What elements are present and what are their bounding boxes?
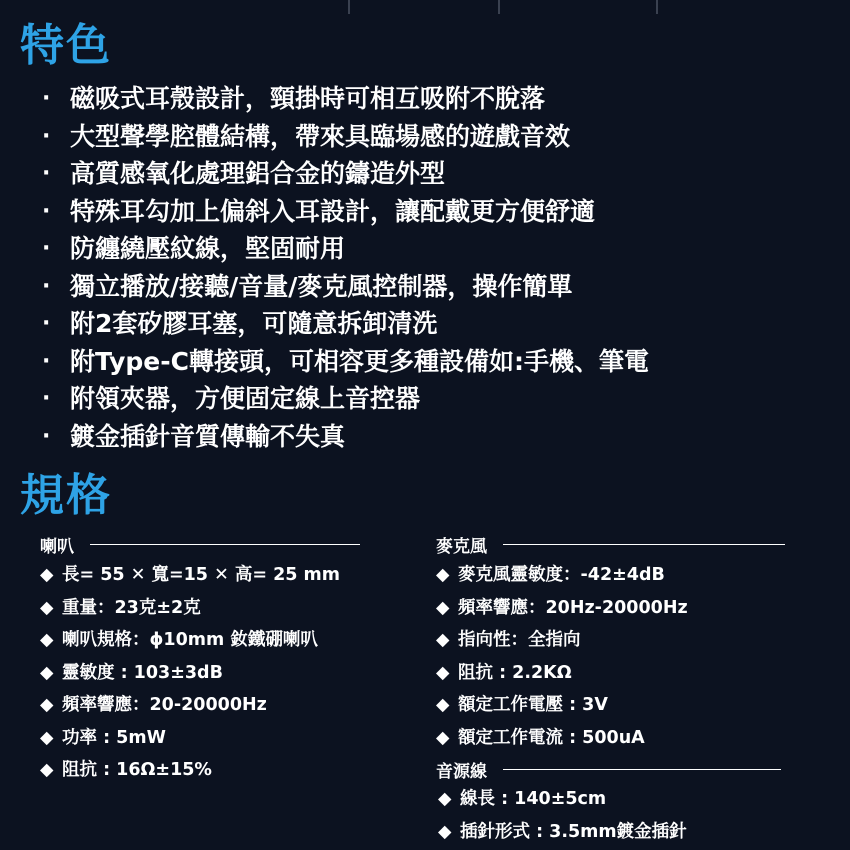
spec-item [40, 689, 340, 722]
features-title: 特色 [20, 20, 112, 71]
divider [503, 769, 781, 770]
spec-text: 阻抗 : 16Ω±15% [62, 760, 212, 780]
diamond-icon: ◆ [40, 662, 54, 683]
diamond-icon: ◆ [40, 760, 54, 780]
diamond-icon: ◆ [438, 821, 452, 842]
feature-item [42, 380, 649, 418]
diamond-icon: ◆ [40, 727, 54, 748]
diamond-icon: ◆ [438, 789, 452, 809]
spec-item [436, 657, 688, 690]
spec-item [436, 559, 688, 592]
spec-text: 線長 : 140±5cm [460, 789, 607, 809]
feature-text: 鍍金插針音質傳輸不失真 [70, 421, 346, 451]
cable-heading [436, 757, 781, 782]
bullet: · [42, 273, 51, 299]
feature-text: 高質感氧化處理鋁合金的鑄造外型 [70, 159, 446, 188]
bullet: · [42, 198, 51, 224]
spec-text: 喇叭規格：ϕ10mm 釹鐵硼喇叭 [62, 630, 318, 650]
bullet: · [42, 236, 51, 261]
spec-text: 頻率響應：20Hz-20000Hz [458, 597, 688, 618]
feature-item [42, 268, 649, 306]
bullet: · [42, 348, 51, 374]
cable-heading-label: 音源線 [436, 762, 487, 782]
feature-item [42, 80, 649, 118]
feature-text: 附2套矽膠耳塞，可隨意拆卸清洗 [70, 309, 438, 338]
diamond-icon: ◆ [40, 565, 54, 585]
bullet: · [42, 123, 51, 149]
spec-text: 頻率響應：20-20000Hz [62, 695, 267, 715]
spec-item [40, 592, 340, 625]
bullet: · [42, 86, 51, 111]
feature-item [42, 118, 649, 156]
diamond-icon: ◆ [436, 565, 450, 585]
spec-item [40, 559, 340, 592]
spec-item [40, 624, 340, 657]
spec-item [40, 657, 340, 690]
diamond-icon: ◆ [436, 597, 450, 618]
microphone-heading-label: 麥克風 [436, 537, 487, 557]
spec-item [436, 624, 688, 657]
speaker-spec-list [40, 559, 340, 787]
speaker-heading-label: 喇叭 [40, 537, 74, 557]
top-decoration-line [348, 0, 350, 14]
bullet: · [42, 423, 51, 449]
feature-text: 附Type-C轉接頭，可相容更多種設備如:手機、筆電 [70, 346, 649, 376]
spec-item [438, 816, 687, 849]
microphone-spec-list [436, 559, 688, 754]
spec-text: 長= 55 ✕ 寬=15 ✕ 高= 25 mm [62, 565, 340, 585]
specs-title: 規格 [20, 470, 112, 521]
spec-text: 重量：23克±2克 [62, 597, 201, 618]
spec-text: 靈敏度 : 103±3dB [62, 662, 223, 683]
feature-item [42, 343, 649, 381]
top-decoration-line [656, 0, 658, 14]
diamond-icon: ◆ [436, 695, 450, 715]
feature-item [42, 305, 649, 343]
spec-text: 額定工作電壓 : 3V [458, 695, 608, 715]
spec-item [436, 592, 688, 625]
diamond-icon: ◆ [436, 727, 450, 748]
top-decoration-line [498, 0, 500, 14]
feature-text: 特殊耳勾加上偏斜入耳設計，讓配戴更方便舒適 [70, 196, 596, 226]
feature-text: 防纏繞壓紋線，堅固耐用 [70, 234, 346, 263]
feature-text: 磁吸式耳殼設計，頸掛時可相互吸附不脫落 [70, 84, 546, 113]
speaker-heading [40, 532, 360, 557]
divider [503, 544, 785, 545]
spec-item [40, 722, 340, 755]
spec-item [436, 722, 688, 755]
features-list [42, 80, 649, 455]
bullet: · [42, 386, 51, 411]
diamond-icon: ◆ [40, 630, 54, 650]
feature-item [42, 155, 649, 193]
diamond-icon: ◆ [436, 662, 450, 683]
bullet: · [42, 311, 51, 336]
spec-text: 插針形式 : 3.5mm鍍金插針 [460, 821, 687, 842]
cable-spec-list [438, 783, 687, 848]
spec-item [40, 754, 340, 787]
diamond-icon: ◆ [40, 597, 54, 618]
spec-text: 指向性：全指向 [458, 630, 581, 650]
divider [90, 544, 360, 545]
feature-item [42, 230, 649, 268]
spec-text: 麥克風靈敏度：-42±4dB [458, 565, 665, 585]
feature-text: 獨立播放/接聽/音量/麥克風控制器，操作簡單 [70, 271, 573, 301]
bullet: · [42, 161, 51, 186]
microphone-heading [436, 532, 785, 557]
feature-item [42, 193, 649, 231]
spec-text: 功率 : 5mW [62, 727, 166, 748]
feature-text: 附領夾器，方便固定線上音控器 [70, 384, 421, 413]
spec-text: 阻抗 : 2.2KΩ [458, 662, 572, 683]
spec-text: 額定工作電流 : 500uA [458, 727, 645, 748]
spec-item [436, 689, 688, 722]
feature-item [42, 418, 649, 456]
diamond-icon: ◆ [40, 695, 54, 715]
spec-item [438, 783, 687, 816]
diamond-icon: ◆ [436, 630, 450, 650]
feature-text: 大型聲學腔體結構，帶來具臨場感的遊戲音效 [70, 121, 571, 151]
